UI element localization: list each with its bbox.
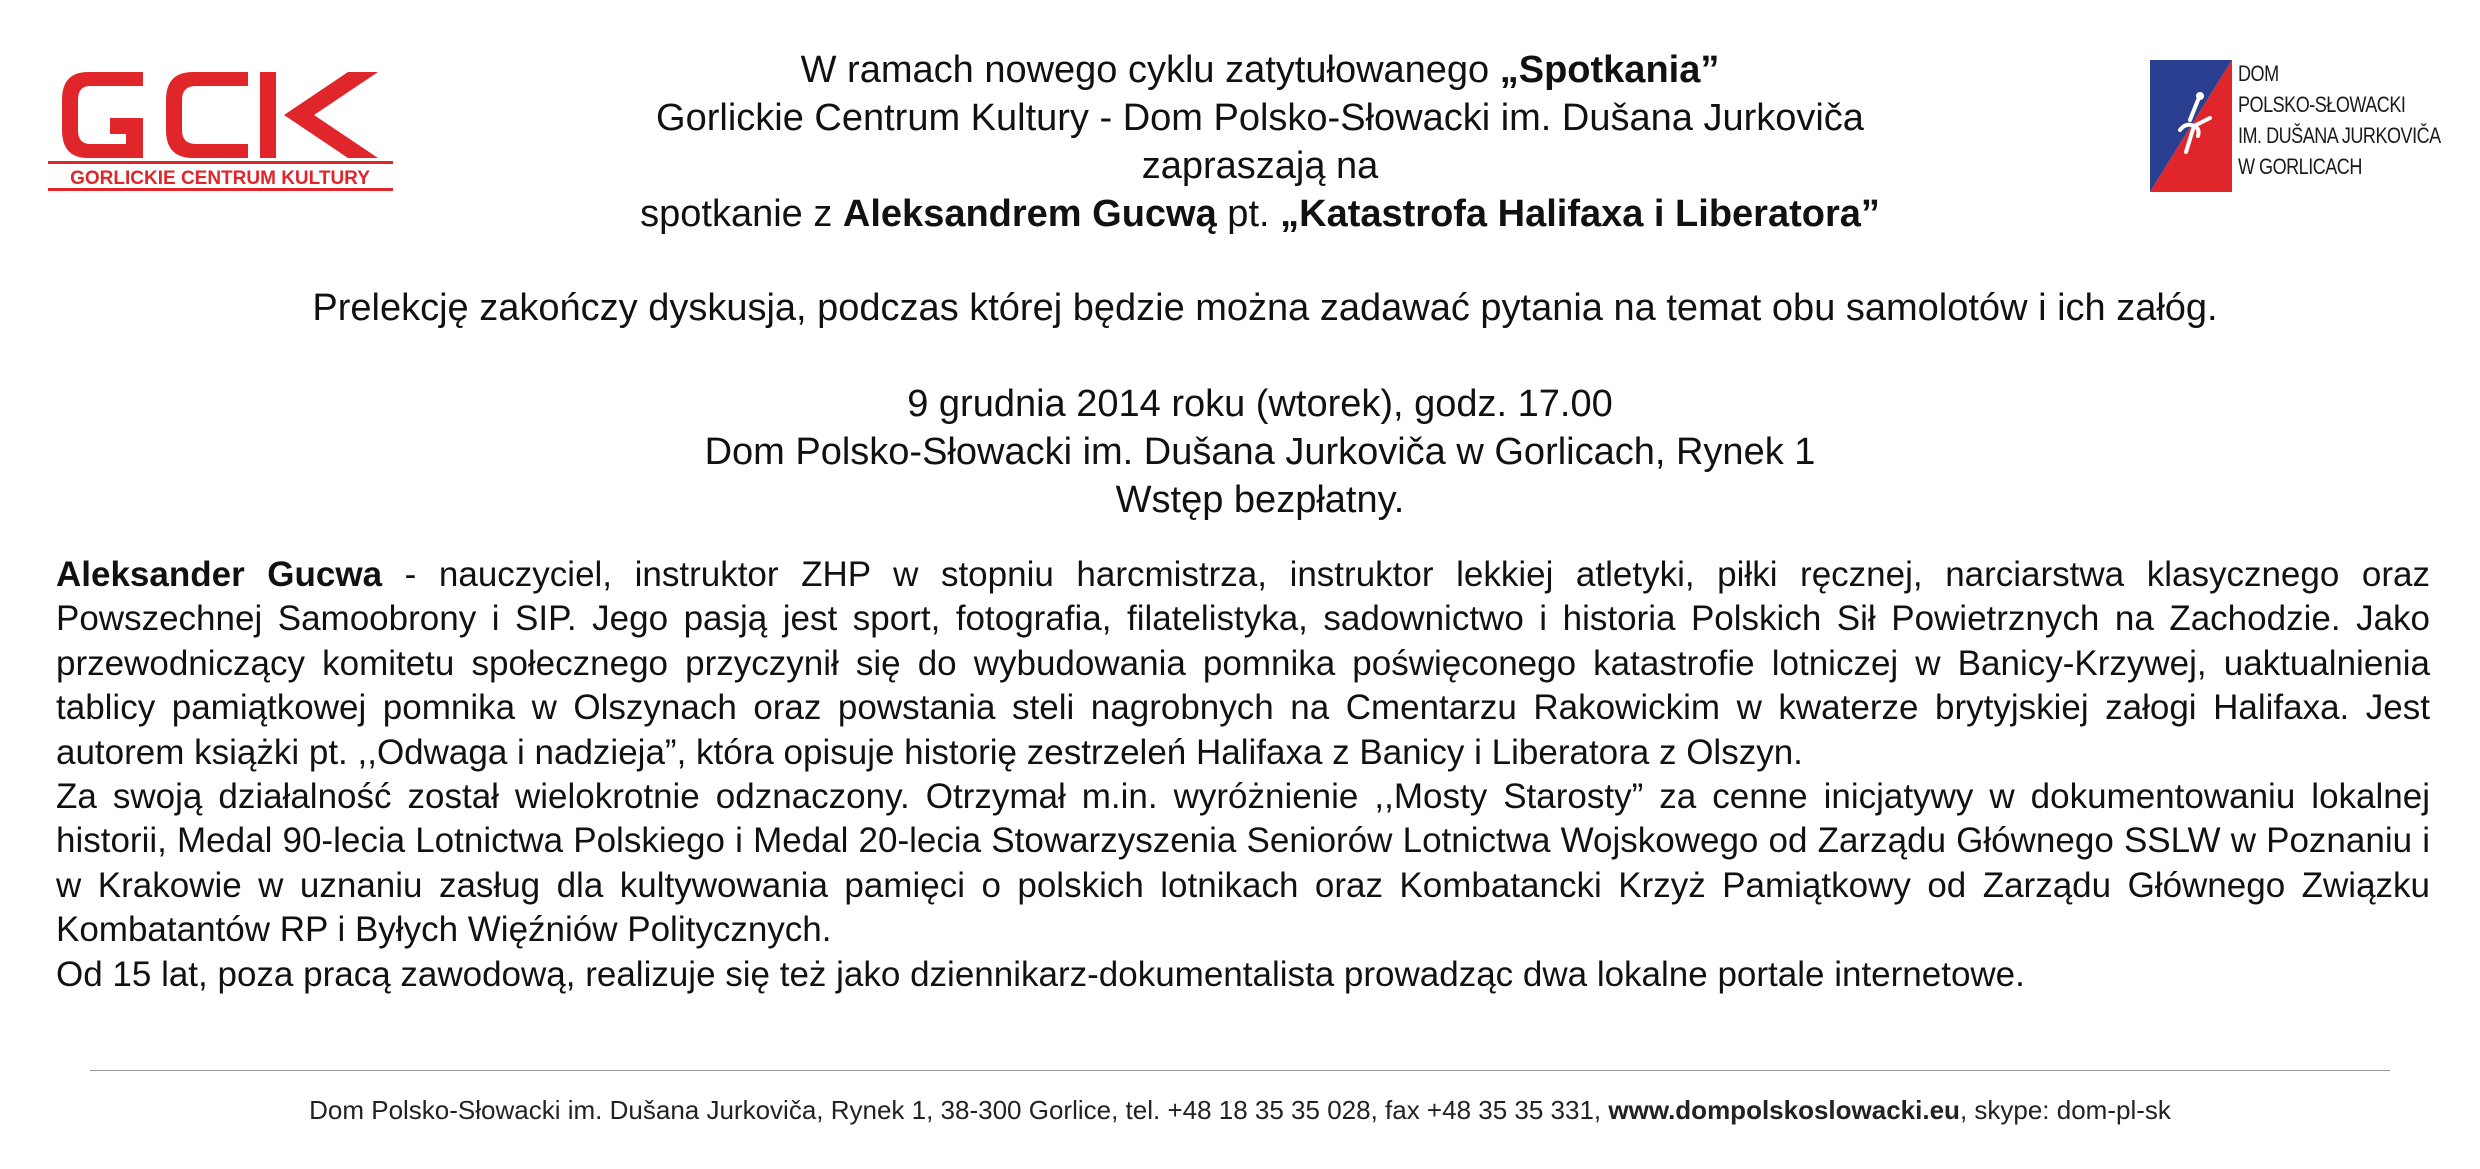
header-line-3: zapraszają na — [1141, 145, 1379, 187]
header-line-4 — [480, 190, 2040, 238]
footer-divider — [90, 1070, 2390, 1071]
event-entry: Wstęp bezpłatny. — [1115, 479, 1405, 521]
footer — [0, 1093, 2480, 1127]
footer-website-link[interactable]: www.dompolskoslowacki.eu — [1608, 1095, 1960, 1125]
dom-logo-line: IM. DUŠANA JURKOVIČA — [2238, 123, 2441, 148]
footer-skype: , skype: dom-pl-sk — [1959, 1095, 2171, 1125]
bio-name: Aleksander Gucwa — [56, 555, 383, 594]
dom-logo-line: DOM — [2238, 61, 2279, 86]
header-line4-prefix: spotkanie z — [640, 193, 843, 235]
dom-logo-mark — [2150, 60, 2232, 192]
bio-paragraph-3: Od 15 lat, poza pracą zawodową, realizuje się też jako dziennikarz-dokumentalista prowadząc dwa lokalne portale internetowe. — [56, 954, 2025, 994]
gck-logo — [48, 58, 393, 198]
gck-caption: GORLICKIE CENTRUM KULTURY — [70, 168, 370, 189]
dom-logo-line: W GORLICACH — [2238, 154, 2362, 179]
series-title: „Spotkania” — [1499, 49, 1720, 91]
header-line-2: Gorlickie Centrum Kultury - Dom Polsko-Słowacki im. Dušana Jurkoviča — [656, 97, 1864, 139]
dom-logo-line: POLSKO-SŁOWACKI — [2238, 92, 2406, 117]
bio-paragraph-2: Za swoją działalność został wielokrotnie odznaczony. Otrzymał m.in. wyróżnienie ,,Mosty Starosty” za cenne inicjatywy w dokumentowaniu lokalnej historii, Medal 90-lecia Lotnictwa Polskiego i Medal 20-lecia Stowarzyszenia Seniorów Lotnictwa Wojskowego od Zarządu Głównego SSLW w Poznaniu i w Krakowie w uznaniu zasług dla kultywowania pamięci o polskich lotnikach oraz Kombatancki Krzyż Pamiątkowy od Zarządu Głównego Związku Kombatantów RP i Byłych Więźniów Politycznych. — [56, 777, 2430, 950]
header-line1-text: W ramach nowego cyklu zatytułowanego — [800, 49, 1500, 91]
prelude-text: Prelekcję zakończy dyskusja, podczas której będzie można zadawać pytania na temat obu samolotów i ich załóg. — [312, 287, 2218, 329]
speaker-name: Aleksandrem Gucwą — [842, 193, 1217, 235]
header-line-1 — [480, 46, 2040, 94]
event-details — [480, 380, 2040, 524]
bio-text-1: - nauczyciel, instruktor ZHP w stopniu harcmistrza, instruktor lekkiej atletyki, piłki ręcznej, narciarstwa klasycznego oraz Powszechnej Samoobrony i SIP. Jego pasją jest sport, fotografia, filatelistyka, sadownictwo i historia Polskich Sił Powietrznych na Zachodzie. Jako przewodniczący komitetu społecznego przyczynił się do wybudowania pomnika poświęconego katastrofie lotniczej w Banicy-Krzywej, uaktualnienia tablicy pamiątkowej pomnika w Olszynach oraz powstania steli nagrobnych na Cmentarzu Rakowickim w kwaterze brytyjskiej załogi Halifaxa. Jest autorem książki pt. ,,Odwaga i nadzieja”, która opisuje historię zestrzeleń Halifaxa z Banicy i Liberatora z Olszyn. — [56, 555, 2430, 772]
bio-paragraph-1 — [56, 553, 2430, 775]
header-line4-mid: pt. — [1216, 193, 1281, 235]
dom-logo — [2150, 60, 2450, 195]
footer-address: Dom Polsko-Słowacki im. Dušana Jurkoviča, Rynek 1, 38-300 Gorlice, tel. +48 18 35 35 028, fax +48 35 35 331, — [309, 1095, 1609, 1125]
lecture-title: „Katastrofa Halifaxa i Liberatora” — [1280, 193, 1880, 235]
gck-logo-graphic — [48, 58, 393, 198]
invitation-header — [480, 46, 2040, 238]
dom-logo-text — [2238, 58, 2441, 182]
speaker-bio — [56, 553, 2430, 997]
event-venue: Dom Polsko-Słowacki im. Dušana Jurkoviča w Gorlicach, Rynek 1 — [704, 431, 1816, 473]
event-date: 9 grudnia 2014 roku (wtorek), godz. 17.00 — [907, 383, 1613, 425]
